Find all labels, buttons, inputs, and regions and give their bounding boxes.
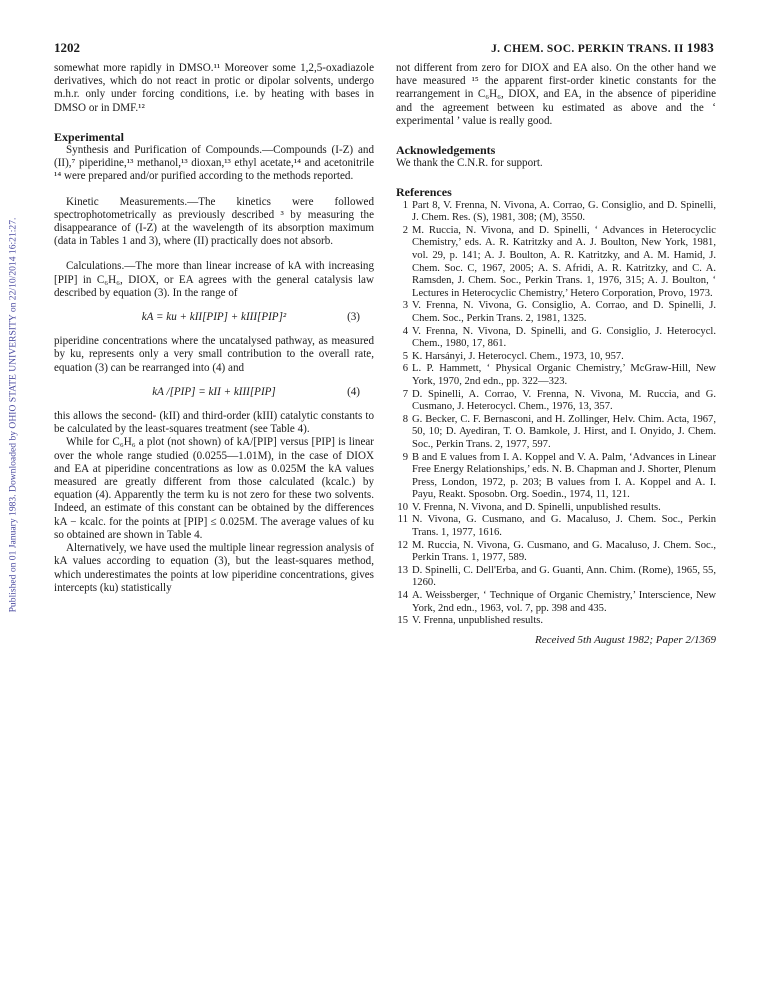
reference-item: [396, 615, 716, 628]
reference-number: 5: [402, 350, 408, 362]
reference-text: M. Ruccia, N. Vivona, G. Cusmano, and G. Macaluso, J. Chem. Soc., Perkin Trans. 1, 1977, 589.: [412, 539, 716, 564]
synthesis-paragraph: Synthesis and Purification of Compounds.—Compounds (I-Z) and (II),⁷ piperidine,¹³ methanol,¹³ dioxan,¹³ ethyl acetate,¹⁴ and acetonitrile ¹⁴ were prepared and/or purified according to the methods reported.: [54, 144, 374, 183]
continuation-paragraph: not different from zero for DIOX and EA also. On the other hand we have measured ¹⁵ the apparent first-order kinetic constants for the rearrangement in C₆H₆, DIOX, and EA, in the absence of piperidine and the agreement between ku estimated as above and the ‘ experimental ’ value is really good.: [396, 62, 716, 127]
reference-item: [396, 540, 716, 565]
reference-item: [396, 300, 716, 325]
reference-text: D. Spinelli, C. Dell'Erba, and G. Guanti, Ann. Chim. (Rome), 1965, 55, 1260.: [412, 564, 716, 589]
equation-4-body: kA /[PIP] = kII + kIII[PIP]: [152, 385, 276, 398]
equation-3-number: (3): [347, 311, 360, 324]
reference-text: B and E values from I. A. Koppel and V. A. Palm, ‘Advances in Linear Free Energy Relationships,’ eds. N. B. Chapman and J. Shorter, Plenum Press, London, 1972, p. 203; B values from I. A. Koppel and A. I. Payu, Reakt. Sposobn. Org. Soedin., 1974, 11, 121.: [412, 451, 717, 501]
equation-4-number: (4): [347, 385, 360, 398]
download-note: Published on 01 January 1983. Downloaded by OHIO STATE UNIVERSITY on 22/10/2014 16:21:27.: [7, 217, 19, 613]
reference-item: [396, 514, 716, 539]
received-line: Received 5th August 1982; Paper 2/1369: [535, 633, 716, 646]
reference-item: [396, 590, 716, 615]
journal-header: [491, 40, 714, 56]
reference-number: 8: [402, 413, 408, 425]
reference-item: [396, 200, 716, 225]
reference-item: [396, 363, 716, 388]
download-watermark: [6, 175, 20, 655]
reference-number: 1: [402, 199, 408, 211]
right-column: [396, 62, 716, 647]
reference-text: L. P. Hammett, ‘ Physical Organic Chemistry,’ McGraw-Hill, New York, 1970, 2nd edn., pp. 322—323.: [412, 363, 716, 387]
page-header: [54, 40, 714, 56]
c6h6-paragraph: While for C₆H₆ a plot (not shown) of kA/[PIP] versus [PIP] is linear over the whole range studied (0.0255—1.01M), in the case of DIOX and EA at piperidine concentrations as low as 0.025M the kA values measured are greatly different from those calculated (kcalc.) by equation (4). Apparently the term ku is not zero for these two solvents. Indeed, an estimate of this constant can be obtained by the differences kA − kcalc. for the points at [PIP] ≤ 0.025M. The average values of ku so obtained are shown in Table 4.: [54, 436, 374, 541]
journal-title: J. CHEM. SOC. PERKIN TRANS. II: [491, 43, 684, 55]
reference-item: [396, 326, 716, 351]
reference-number: 2: [402, 224, 408, 236]
calculations-paragraph: Calculations.—The more than linear increase of kA with increasing [PIP] in C₆H₆, DIOX, or EA agrees with the general catalysis law described by equation (3). In the range of: [54, 260, 374, 299]
reference-item: [396, 414, 716, 452]
reference-text: A. Weissberger, ‘ Technique of Organic Chemistry,’ Interscience, New York, 2nd edn., 1963, vol. 7, pp. 398 and 435.: [412, 590, 716, 614]
reference-item: [396, 389, 716, 414]
reference-text: V. Frenna, N. Vivona, D. Spinelli, and G. Consiglio, J. Heterocycl. Chem., 1980, 17, 861.: [412, 325, 716, 350]
reference-number: 13: [397, 564, 408, 576]
equation-4: [54, 386, 374, 399]
journal-year: 1983: [686, 40, 714, 55]
reference-text: V. Frenna, N. Vivona, G. Consiglio, A. Corrao, and D. Spinelli, J. Chem. Soc., Perkin Trans. 2, 1981, 1325.: [412, 300, 716, 324]
acknowledgements-text: We thank the C.N.R. for support.: [396, 157, 543, 170]
reference-text: G. Becker, C. F. Bernasconi, and H. Zollinger, Helv. Chim. Acta, 1967, 50, 10; D. Ayediran, T. O. Bamkole, J. Hirst, and I. Onyido, J. Chem. Soc., Perkin Trans. 2, 1977, 597.: [412, 413, 716, 450]
reference-number: 3: [402, 300, 408, 312]
reference-text: K. Harsányi, J. Heterocycl. Chem., 1973, 10, 957.: [412, 350, 624, 362]
reference-number: 15: [397, 615, 408, 627]
after-equation-4: this allows the second- (kII) and third-order (kIII) catalytic constants to be calculated by the least-squares treatment (see Table 4).: [54, 410, 374, 436]
equation-3: [54, 311, 374, 324]
reference-item: [396, 351, 716, 364]
intro-paragraph: somewhat more rapidly in DMSO.¹¹ Moreover some 1,2,5-oxadiazole derivatives, which do not react in protic or dipolar solvents, undergo m.h.r. only under forcing conditions, i.e. by heating with bases in DMSO or in DMF.¹²: [54, 62, 374, 114]
reference-text: Part 8, V. Frenna, N. Vivona, A. Corrao, G. Consiglio, and D. Spinelli, J. Chem. Res. (S), 1981, 308; (M), 3550.: [412, 199, 716, 224]
reference-number: 12: [397, 539, 408, 551]
reference-text: N. Vivona, G. Cusmano, and G. Macaluso, J. Chem. Soc., Perkin Trans. 1, 1977, 1616.: [412, 514, 716, 539]
equation-3-body: kA = ku + kII[PIP] + kIII[PIP]²: [141, 311, 287, 324]
reference-number: 6: [402, 363, 408, 375]
reference-item: [396, 452, 716, 502]
reference-item: [396, 225, 716, 301]
reference-item: [396, 502, 716, 515]
reference-number: 4: [402, 325, 408, 337]
reference-number: 14: [397, 590, 408, 602]
reference-text: V. Frenna, N. Vivona, and D. Spinelli, unpublished results.: [412, 501, 661, 513]
references-heading: References: [396, 185, 452, 200]
experimental-heading: Experimental: [54, 129, 124, 144]
acknowledgements-heading: Acknowledgements: [396, 143, 496, 158]
page-number: 1202: [54, 40, 80, 55]
alternative-paragraph: Alternatively, we have used the multiple linear regression analysis of kA values according to equation (3), but the least-squares method, which underestimates the points at low piperidine concentrations, gives intercepts (ku) statistically: [54, 542, 374, 594]
reference-number: 9: [402, 451, 408, 463]
after-equation-3: piperidine concentrations where the uncatalysed pathway, as measured by ku, represents only a very small contribution to the overall rate, equation (3) can be rearranged into (4) and: [54, 335, 374, 374]
reference-text: V. Frenna, unpublished results.: [412, 615, 544, 627]
reference-number: 10: [397, 501, 408, 513]
left-column: [54, 62, 374, 595]
reference-text: D. Spinelli, A. Corrao, V. Frenna, N. Vivona, M. Ruccia, and G. Cusmano, J. Heterocycl. Chem., 1976, 13, 357.: [412, 388, 716, 413]
kinetic-paragraph: Kinetic Measurements.—The kinetics were followed spectrophotometrically as previously described ³ by measuring the disappearance of (I-Z) at the wavelength of its absorption maximum (data in Tables 1 and 3), where (II) practically does not absorb.: [54, 195, 374, 248]
reference-list: [396, 200, 716, 628]
reference-number: 7: [402, 388, 408, 400]
reference-text: M. Ruccia, N. Vivona, and D. Spinelli, ‘ Advances in Heterocyclic Chemistry,’ eds. A. R. Katritzky and A. J. Boulton, New York, 1981, vol. 29, p. 141; A. J. Boulton, A. R. Katritzky, and A. M. Hamid, J. Chem. Soc. C, 1967, 2005; A. S. Afridi, A. R. Katritzky, and C. A. Ramsden, J. Chem. Soc., Perkin Trans. 1, 1976, 315; A. J. Boulton, ‘ Lectures in Heterocyclic Chemistry,’ Hetero Corporation, Provo, 1973.: [412, 224, 716, 299]
reference-item: [396, 565, 716, 590]
reference-number: 11: [397, 514, 408, 526]
